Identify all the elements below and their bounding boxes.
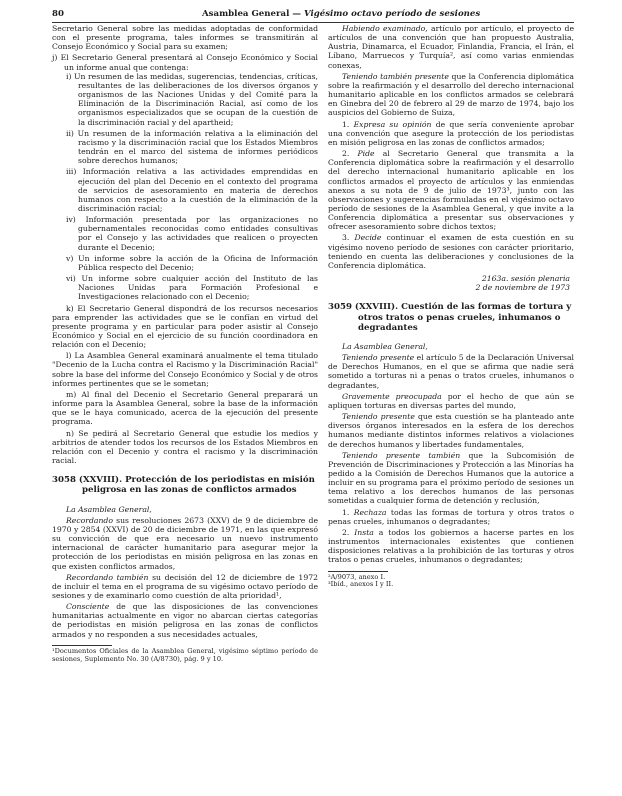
resolution-3058-heading: 3058 (XXVIII). Protección de los periodistas en misión peligrosa en las zonas de conflictos armados [52,475,315,496]
sub-item-iii [52,167,318,213]
item-m-label: m) [66,389,77,399]
paragraph-teniendo-tambien-text: que la Conferencia diplomática sobre la reafirmación y el desarrollo del derecho internacional humanitario aplicable en los conflictos armados se celebrará en Ginebra del 20 de febrero al 29 de marzo de 1974, bajo los auspicios del Gobierno de Suiza, [328,71,574,118]
right-column [328,24,574,589]
resolution-3059-preamble: La Asamblea General, [342,341,428,351]
operative-2-text: al Secretario General que transmita a la Conferencia diplomática sobre la reafirmación y el desarrollo del derecho internacional humanitario aplicable en los conflictos armados el proyecto de artículos y las enmiendas anexos a su nota de 9 de julio de 1973³, junto con las observaciones y sugerencias formuladas en el vigésimo octavo período de sesiones de la Asamblea General, y que invite a la Conferencia diplomática a presentar sus observaciones y ofrecer asesoramiento sobre dichos textos; [328,149,574,232]
item-k-text: El Secretario General dispondrá de los recursos necesarios para emprender las actividades que se le confían en virtud del presente programa y en particular para poder asistir al Consejo Económico y Social en el ejercicio de su función coordinadora en relación con el Decenio; [52,303,318,350]
paragraph-habiendo-examinado-text: artículo por artículo, el proyecto de artículos de una convención que han propuesto Australia, Austria, Dinamarca, el Ecuador, Finlandia, Francia, el Irán, el Líbano, Marruecos y Turquía², así como varias enmiendas conexas, [328,24,575,70]
running-title-session: Vigésimo octavo período de sesiones [303,9,481,19]
sub-i-label: i) [66,71,72,81]
paragraph-teniendo-presente-tambien [328,451,574,506]
operative-1-text: de que sería conveniente aprobar una convención que asegure la protección de los periodistas en misión peligrosa en las zonas de conflictos armados; [328,119,574,147]
item-l [52,351,318,388]
footnote-rule-right [328,571,388,572]
paragraph-habiendo-examinado [328,24,574,70]
sub-ii-text: Un resumen de la información relativa a la eliminación del racismo y la discriminación racial que los Estados Miembros tendrán en el marco del sistema de informes periódicos sobre derechos humanos; [77,128,318,166]
operative-insta-lead: Insta [354,527,374,537]
item-j [52,53,318,71]
intro-paragraph: Secretario General sobre las medidas adoptadas de conformidad con el presente programa, tales informes se transmitirán al Consejo Económico y Social para su examen; [52,24,318,52]
paragraph-recordando [52,516,318,571]
paragraph-teniendo-tambien [328,72,574,118]
meeting-date: 2 de noviembre de 1973 [475,283,570,293]
operative-3-text: continuar el examen de esta cuestión en su vigésimo noveno período de sesiones con carácter prioritario, teniendo en cuenta las deliberaciones y conclusiones de la Conferencia diplomática. [328,233,574,270]
plenary-meeting: 2163a. sesión plenaria [481,274,570,284]
footnote-right-2: ³Ibíd., anexos I y II. [328,580,394,589]
item-l-label: l) [66,351,72,361]
item-n-text: Se pedirá al Secretario General que estudie los medios y arbitrios de atender todos los recursos de los Estados Miembros en relación con el Decenio y contra el racismo y la discriminación racial. [52,428,318,466]
sub-iv-label: iv) [66,215,76,225]
operative-1 [328,120,574,147]
paragraph-recordando-tambien [52,573,318,600]
paragraph-recordando-tambien-text: su decisión del 12 de diciembre de 1972 de incluir el tema en el programa de su vigésimo octavo período de sesiones y de examinarlo como cuestión de alta prioridad¹, [52,572,318,600]
paragraph-teniendo-presente-2-text: que esta cuestión se ha planteado ante diversos órganos interesados en la esfera de los derechos humanos mediante distintos informes relativos a violaciones de derechos humanos y libertades fundamentales, [328,412,574,449]
operative-3 [328,233,574,270]
running-title [202,8,480,21]
item-k [52,304,318,350]
paragraph-teniendo-tambien-lead: Teniendo también presente [342,71,449,81]
operative-2-number: 2. [342,149,350,159]
operative-insta-text: a todos los gobiernos a hacerse partes en los instrumentos internacionales existentes que contienen disposiciones relativas a la prohibición de las torturas y otros tratos o penas crueles, inhumanos o degradantes; [328,527,575,565]
sub-item-v [52,254,318,272]
left-column [52,24,318,663]
paragraph-habiendo-examinado-lead: Habiendo examinado, [342,24,428,33]
paragraph-consciente [52,602,318,639]
sub-i-text: Un resumen de las medidas, sugerencias, tendencias, críticas, resultantes de las deliberaciones de los diversos órganos y organismos de las Naciones Unidas y del Comité para la Eliminación de la Discriminación Racial, así como de los organismos especializados que se ocupan de la cuestión de la discriminación racial y del apartheid; [74,71,318,127]
item-m [52,390,318,427]
item-k-label: k) [66,303,74,313]
operative-rechaza-lead: Rechaza [353,507,387,517]
paragraph-teniendo-presente-1 [328,353,574,390]
sub-iii-text: Información relativa a las actividades emprendidas en ejecución del plan del Decenio en el contexto del programa de servicios de asesoramiento en materia de derechos humanos con respecto a la cuestión de la eliminación de la discriminación racial; [78,167,318,213]
item-l-text: La Asamblea General examinará anualmente el tema titulado "Decenio de la Lucha contra el Racismo y la Discriminación Racial" sobre la base del informe del Consejo Económico y Social y de otros informes pertinentes que se le sometan; [52,351,319,388]
sub-iv-text: Información presentada por las organizaciones no gubernamentales reconocidas como entidades consultivas por el Consejo y las actividades que realicen o proyecten durante el Decenio; [78,215,318,252]
page-number: 80 [52,9,64,19]
item-m-text: Al final del Decenio el Secretario General preparará un informe para la Asamblea General, sobre la base de la información que se le haya comunicado, acerca de la ejecución del presente programa. [52,389,318,427]
operative-1-lead: Expresa su opinión [353,119,432,129]
running-title-body: Asamblea General — [202,9,304,19]
item-j-label: j) [52,53,58,63]
item-n [52,429,318,466]
sub-item-i [52,72,318,127]
sub-ii-label: ii) [66,128,74,138]
paragraph-teniendo-presente-1-text: el artículo 5 de la Declaración Universal de Derechos Humanos, en el que se afirma que nadie será sometido a torturas ni a penas o tratos crueles, inhumanos o degradantes, [328,353,574,390]
resolution-3059-heading: 3059 (XXVIII). Cuestión de las formas de tortura y otros tratos o penas crueles, inhumanos o degradantes [328,302,572,333]
sub-item-vi [52,274,318,301]
paragraph-gravemente-text: por el hecho de que aún se apliquen torturas en diversas partes del mundo, [328,391,574,410]
sub-v-text: Un informe sobre la acción de la Oficina de Información Pública respecto del Decenio; [78,253,318,272]
paragraph-consciente-text: de que las disposiciones de las convenciones humanitarias actualmente en vigor no abarcan ciertas categorías de periodistas en misión peligrosa en las zonas de conflictos armados y no responden a sus necesidades actuales, [52,602,318,639]
operative-3-lead: Decide [354,233,382,243]
paragraph-teniendo-presente-tambien-text: que la Subcomisión de Prevención de Discriminaciones y Protección a las Minorías ha pedido a la Comisión de Derechos Humanos que la autorice a incluir en su programa para el próximo período de sesiones un tema relativo a los derechos humanos de las personas sometidas a cualquier forma de detención y reclusión, [328,450,575,506]
page-header [52,8,574,23]
operative-3-number: 3. [342,233,350,243]
operative-rechaza-number: 1. [342,507,350,517]
paragraph-consciente-lead: Consciente [66,602,110,612]
footnote-rule [52,645,112,646]
sub-v-label: v) [66,253,74,263]
operative-1-number: 1. [342,119,350,129]
operative-insta [328,528,574,565]
paragraph-teniendo-presente-2 [328,412,574,449]
footnote-right-1: ²A/9073, anexo I. [328,572,386,581]
operative-2 [328,149,574,231]
item-n-label: n) [66,428,74,438]
paragraph-teniendo-presente-2-lead: Teniendo presente [342,412,415,422]
sub-vi-label: vi) [66,274,76,284]
paragraph-recordando-lead: Recordando [66,515,113,525]
paragraph-teniendo-presente-tambien-lead: Teniendo presente también [342,450,461,460]
operative-rechaza [328,508,574,526]
operative-2-lead: Pide [357,149,375,159]
paragraph-teniendo-presente-1-lead: Teniendo presente [342,353,415,363]
sub-vi-text: Un informe sobre cualquier acción del Instituto de las Naciones Unidas para Formación Profesional e Investigaciones relacionado con el Decenio; [78,274,318,302]
footnote-left: ¹Documentos Oficiales de la Asamblea General, vigésimo séptimo período de sesiones, Suplemento No. 30 (A/8730), pág. 9 y 10. [52,646,318,663]
sub-iii-label: iii) [66,167,77,177]
paragraph-gravemente [328,392,574,410]
resolution-3058-preamble: La Asamblea General, [66,504,152,514]
sub-item-ii [52,129,318,166]
paragraph-recordando-tambien-lead: Recordando también [66,572,149,582]
sub-item-iv [52,215,318,252]
paragraph-recordando-text: sus resoluciones 2673 (XXV) de 9 de diciembre de 1970 y 2854 (XXVI) de 20 de diciembre de 1971, en las que expresó su convicción de que era necesario un nuevo instrumento internacional de carácter humanitario para asegurar mejor la protección de los periodistas en misión peligrosa en las zonas en que existen conflictos armados, [52,515,318,571]
item-j-text: El Secretario General presentará al Consejo Económico y Social un informe anual que contenga: [60,53,318,72]
operative-rechaza-text: todas las formas de tortura y otros tratos o penas crueles, inhumanos o degradantes; [328,507,574,526]
paragraph-gravemente-lead: Gravemente preocupada [342,391,442,401]
operative-insta-number: 2. [342,527,350,537]
